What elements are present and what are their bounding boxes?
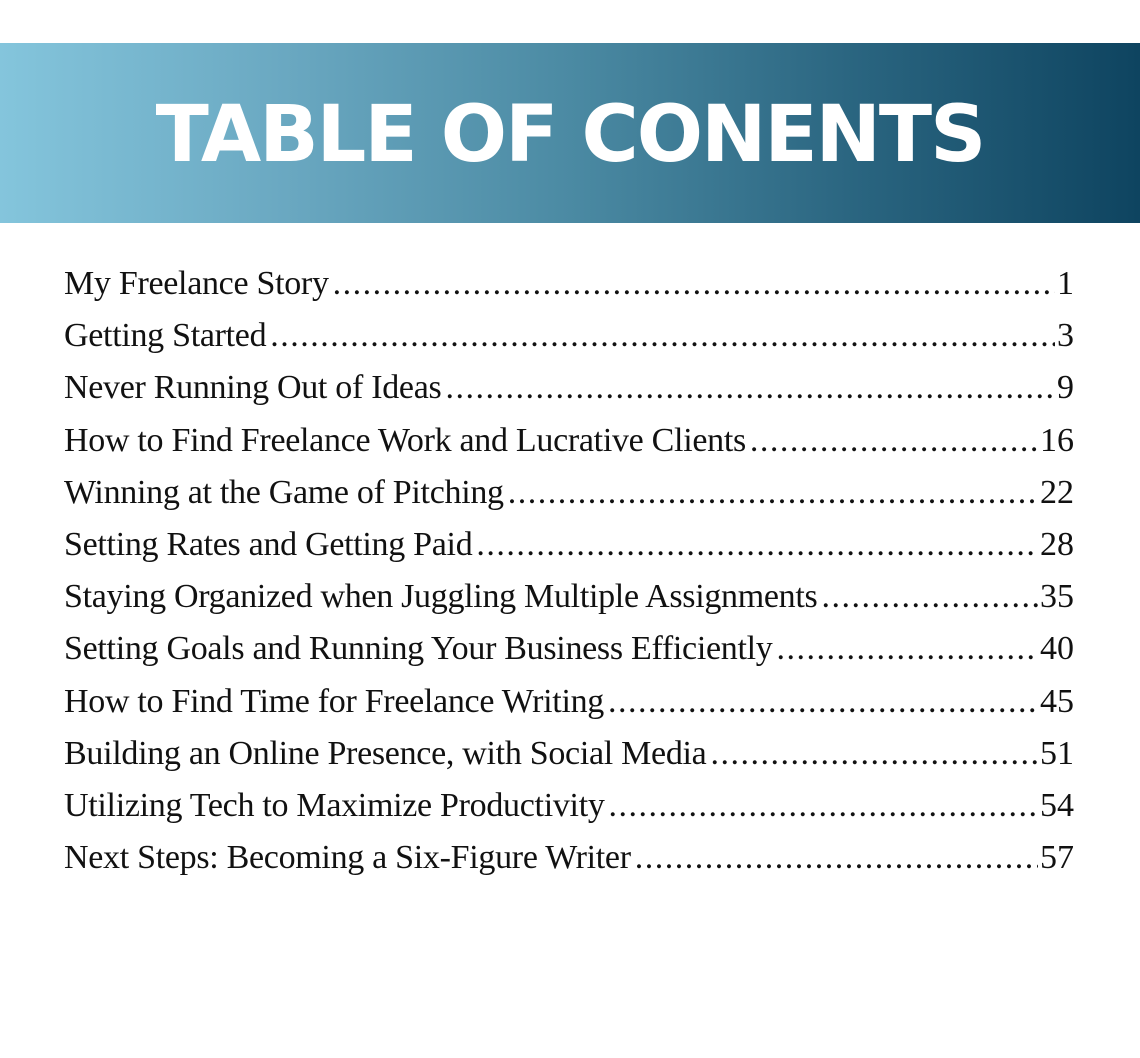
toc-entry[interactable] bbox=[64, 623, 1074, 675]
toc-dot-leader bbox=[476, 519, 1038, 571]
toc-dot-leader bbox=[776, 623, 1038, 675]
toc-entry-title: Building an Online Presence, with Social Media bbox=[64, 734, 707, 772]
toc-entry[interactable] bbox=[64, 415, 1074, 467]
toc-entry-title: Never Running Out of Ideas bbox=[64, 369, 442, 407]
toc-dot-leader bbox=[445, 362, 1055, 414]
toc-dot-leader bbox=[270, 310, 1055, 362]
toc-dot-leader bbox=[710, 728, 1038, 780]
toc-entry-title: Setting Goals and Running Your Business Efficiently bbox=[64, 630, 773, 668]
toc-dot-leader bbox=[508, 467, 1038, 519]
toc-entry-title: My Freelance Story bbox=[64, 265, 329, 302]
toc-page-number: 54 bbox=[1040, 786, 1074, 824]
toc-dot-leader bbox=[609, 780, 1038, 832]
toc-page-number: 35 bbox=[1040, 578, 1074, 616]
toc-dot-leader bbox=[635, 832, 1038, 884]
toc-page-number: 40 bbox=[1040, 630, 1074, 668]
toc-page-number: 1 bbox=[1057, 265, 1074, 302]
toc-page-number: 3 bbox=[1057, 317, 1074, 355]
toc-page-number: 45 bbox=[1040, 682, 1074, 720]
toc-entry[interactable] bbox=[64, 728, 1074, 780]
toc-page-number: 16 bbox=[1040, 421, 1074, 459]
toc-dot-leader bbox=[821, 571, 1038, 623]
title-banner bbox=[0, 43, 1140, 223]
toc-entry-title: Winning at the Game of Pitching bbox=[64, 473, 504, 511]
table-of-contents bbox=[64, 258, 1074, 884]
toc-page-number: 22 bbox=[1040, 473, 1074, 511]
toc-entry[interactable] bbox=[64, 362, 1074, 414]
toc-page-number: 51 bbox=[1040, 734, 1074, 772]
toc-page-number: 57 bbox=[1040, 839, 1074, 877]
toc-entry[interactable] bbox=[64, 780, 1074, 832]
page-title: TABLE OF CONENTS bbox=[155, 90, 985, 180]
toc-dot-leader bbox=[608, 676, 1038, 728]
toc-entry[interactable] bbox=[64, 832, 1074, 884]
toc-dot-leader bbox=[333, 258, 1055, 310]
toc-entry-title: Setting Rates and Getting Paid bbox=[64, 525, 473, 563]
toc-page-number: 9 bbox=[1057, 369, 1074, 407]
toc-entry-title: How to Find Time for Freelance Writing bbox=[64, 682, 605, 720]
toc-page-number: 28 bbox=[1040, 525, 1074, 563]
toc-entry[interactable] bbox=[64, 676, 1074, 728]
toc-entry[interactable] bbox=[64, 258, 1074, 310]
toc-dot-leader bbox=[750, 415, 1038, 467]
toc-entry[interactable] bbox=[64, 467, 1074, 519]
toc-entry[interactable] bbox=[64, 519, 1074, 571]
toc-entry[interactable] bbox=[64, 571, 1074, 623]
toc-entry-title: How to Find Freelance Work and Lucrative Clients bbox=[64, 421, 746, 459]
toc-entry-title: Staying Organized when Juggling Multiple Assignments bbox=[64, 578, 818, 616]
toc-entry-title: Next Steps: Becoming a Six-Figure Writer bbox=[64, 839, 631, 877]
toc-entry[interactable] bbox=[64, 310, 1074, 362]
toc-entry-title: Utilizing Tech to Maximize Productivity bbox=[64, 786, 605, 824]
toc-entry-title: Getting Started bbox=[64, 317, 267, 355]
